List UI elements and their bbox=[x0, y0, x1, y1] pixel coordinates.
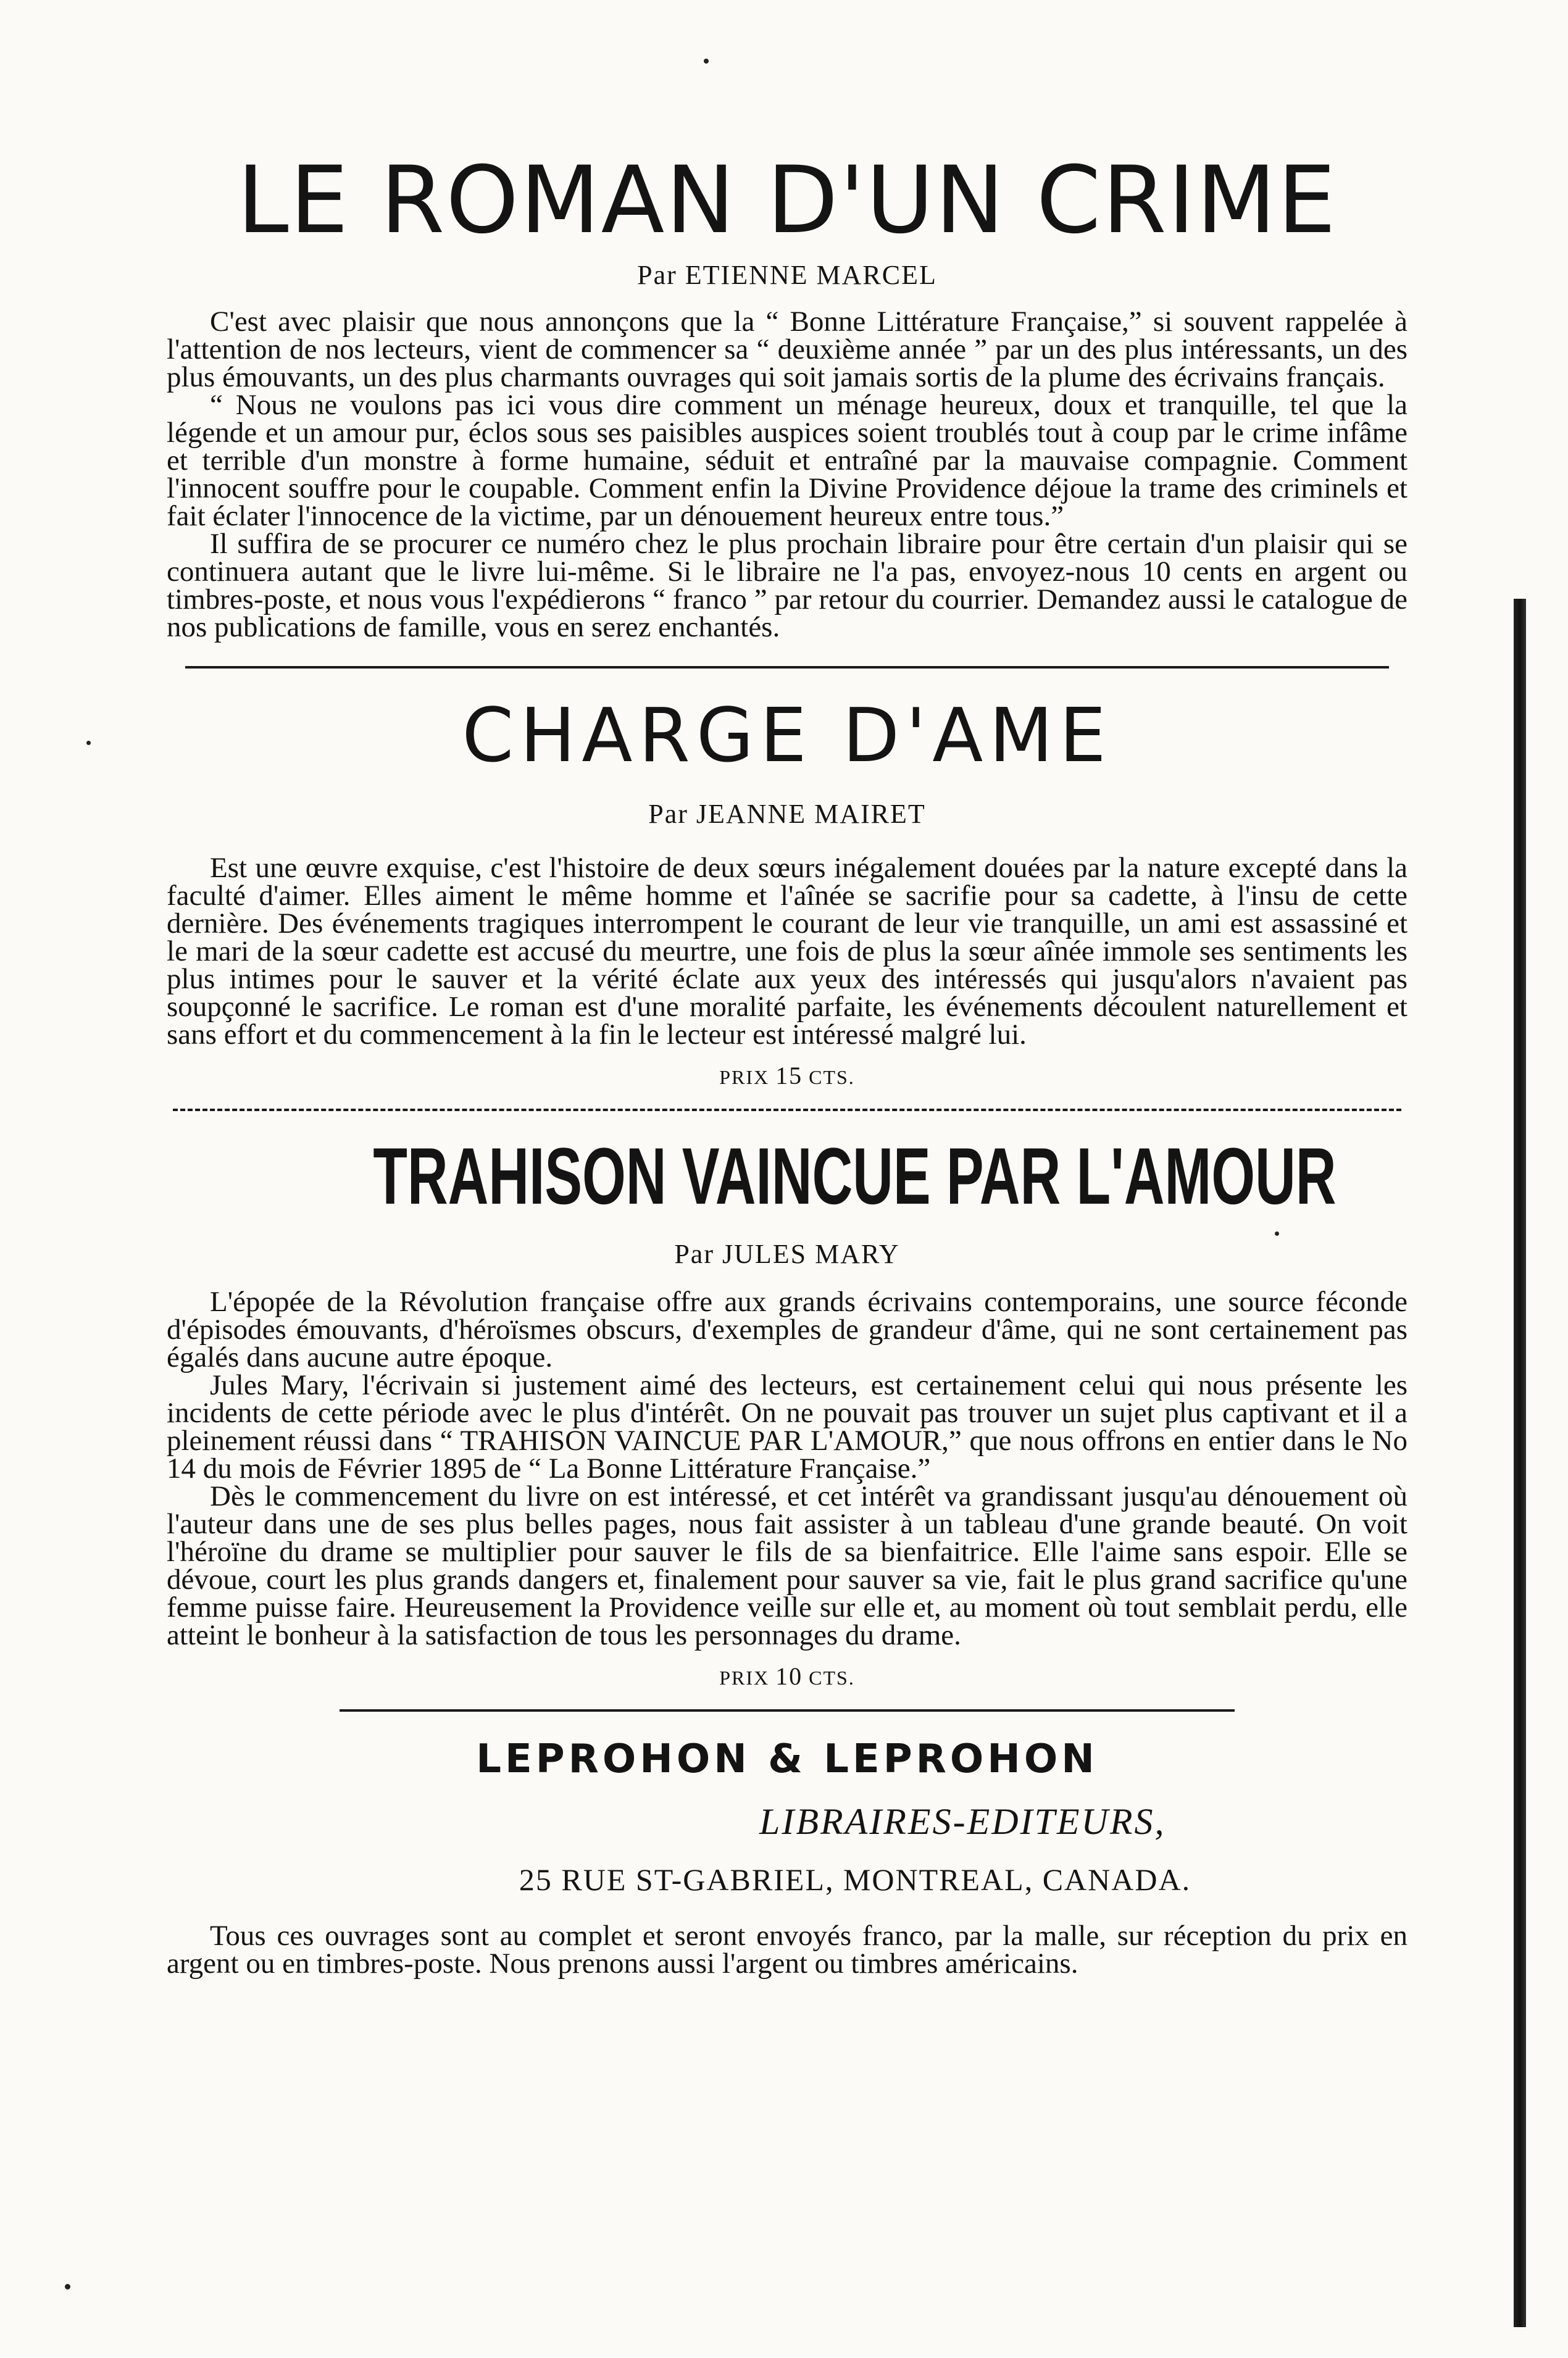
section-roman-d-un-crime bbox=[167, 147, 1407, 643]
section-body bbox=[167, 308, 1407, 641]
section-charge-d-ame bbox=[167, 693, 1407, 1090]
body-paragraph: Jules Mary, l'écrivain si justement aimé des lecteurs, est certainement celui qui nous présente les incidents de cette période avec le plus d'intérêt. On ne pouvait pas trouver un sujet plus captivant et il a pleinement réussi dans “ TRAHISON VAINCUE PAR L'AMOUR,” que nous offrons en entier dans le No 14 du mois de Février 1895 de “ La Bonne Littérature Française.” bbox=[167, 1369, 1407, 1485]
ink-speck bbox=[704, 59, 709, 64]
section-body bbox=[167, 854, 1407, 1049]
price-amount: 10 bbox=[775, 1662, 803, 1690]
body-paragraph: “ Nous ne voulons pas ici vous dire comment un ménage heureux, doux et tranquille, tel que la légende et un amour pur, éclos sous ses paisibles auspices soient troublés tout à coup par le crime infâme et terrible d'un monstre à forme humaine, séduit et entraîné par la mauvaise compagnie. Comment l'innocent souffre pour le coupable. Comment enfin la Divine Providence déjoue la trame des criminels et fait éclater l'innocence de la victime, par un dénouement heureux entre tous.” bbox=[167, 389, 1407, 532]
publisher-block bbox=[167, 1736, 1407, 1978]
ink-speck bbox=[86, 741, 91, 745]
ink-speck bbox=[65, 2284, 70, 2289]
section-title-text: TRAHISON VAINCUE PAR L'AMOUR bbox=[373, 1131, 1337, 1221]
section-byline: Par ETIENNE MARCEL bbox=[637, 260, 937, 290]
section-title: CHARGE D'AME bbox=[462, 693, 1112, 779]
price-line bbox=[167, 1662, 1407, 1691]
notice-paragraph: Tous ces ouvrages sont au complet et seront envoyés franco, par la malle, sur réception du prix en argent ou en timbres-poste. Nous prenons aussi l'argent ou timbres américains. bbox=[167, 1920, 1407, 1980]
section-trahison-vaincue bbox=[167, 1131, 1407, 1691]
publisher-notice bbox=[167, 1922, 1407, 1978]
body-paragraph: L'épopée de la Révolution française offre aux grands écrivains contemporains, une source féconde d'épisodes émouvants, d'héroïsmes obscurs, d'exemples de grandeur d'âme, qui ne sont certainement pas égalés dans aucune autre époque. bbox=[167, 1286, 1407, 1373]
section-byline: Par JULES MARY bbox=[674, 1239, 900, 1269]
price-line bbox=[167, 1061, 1407, 1090]
section-title: LE ROMAN D'UN CRIME bbox=[236, 147, 1338, 254]
body-paragraph: Est une œuvre exquise, c'est l'histoire de deux sœurs inégalement douées par la nature excepté dans la faculté d'aimer. Elles aiment le même homme et l'aînée se sacrifie pour sa cadette, à l'insu de cette dernière. Des événements tragiques interrompent le courant de leur vie tranquille, un ami est assassiné et le mari de la sœur cadette est accusé du meurtre, une fois de plus la sœur aînée immole ses sentiments les plus intimes pour le sauver et la vérité éclate aux yeux des intéressés qui jusqu'alors n'avaient pas soupçonné le sacrifice. Le roman est d'une moralité parfaite, les événements découlent naturellement et sans effort et du commencement à la fin le lecteur est intéressé malgré lui. bbox=[167, 852, 1407, 1051]
price-unit: CTS. bbox=[809, 1667, 855, 1689]
body-paragraph: C'est avec plaisir que nous annonçons que la “ Bonne Littérature Française,” si souvent rappelée à l'attention de nos lecteurs, vient de commencer sa “ deuxième année ” par un des plus intéressants, un des plus émouvants, un des plus charmants ouvrages qui soit jamais sortis de la plume des écrivains français. bbox=[167, 306, 1407, 393]
body-paragraph: Dès le commencement du livre on est intéressé, et cet intérêt va grandissant jusqu'au dénouement où l'auteur dans une de ses plus belles pages, nous fait assister à un tableau d'une grande beauté. On voit l'héroïne du drame se multiplier pour sauver le fils de sa bienfaitrice. Elle l'aime sans espoir. Elle se dévoue, court les plus grands dangers et, finalement pour sauver sa vie, fait le plus grand sacrifice qu'une femme puisse faire. Heureusement la Providence veille sur elle et, au moment où tout semblait perdu, elle atteint le bonheur à la satisfaction de tous les personnages du drame. bbox=[167, 1480, 1407, 1651]
section-title bbox=[167, 1131, 1407, 1221]
section-byline: Par JEANNE MAIRET bbox=[648, 799, 926, 829]
price-label: PRIX bbox=[719, 1066, 770, 1088]
section-body bbox=[167, 1288, 1407, 1649]
publisher-name: LEPROHON & LEPROHON bbox=[476, 1736, 1098, 1782]
advertisement-page bbox=[167, 147, 1407, 2327]
publisher-address: 25 RUE ST-GABRIEL, MONTREAL, CANADA. bbox=[519, 1862, 1191, 1897]
price-unit: CTS. bbox=[809, 1066, 855, 1088]
publisher-role: LIBRAIRES-EDITEURS, bbox=[759, 1801, 1166, 1842]
price-amount: 15 bbox=[775, 1062, 803, 1089]
page-edge-binding bbox=[1514, 599, 1526, 2327]
body-paragraph: Il suffira de se procurer ce numéro chez le plus prochain libraire pour être certain d'un plaisir qui se continuera autant que le livre lui-même. Si le libraire ne l'a pas, envoyez-nous 10 cents en argent ou timbres-poste, et nous vous l'expédierons “ franco ” par retour du courrier. Demandez aussi le catalogue de nos publications de famille, vous en serez enchantés. bbox=[167, 528, 1407, 643]
price-label: PRIX bbox=[719, 1667, 770, 1689]
